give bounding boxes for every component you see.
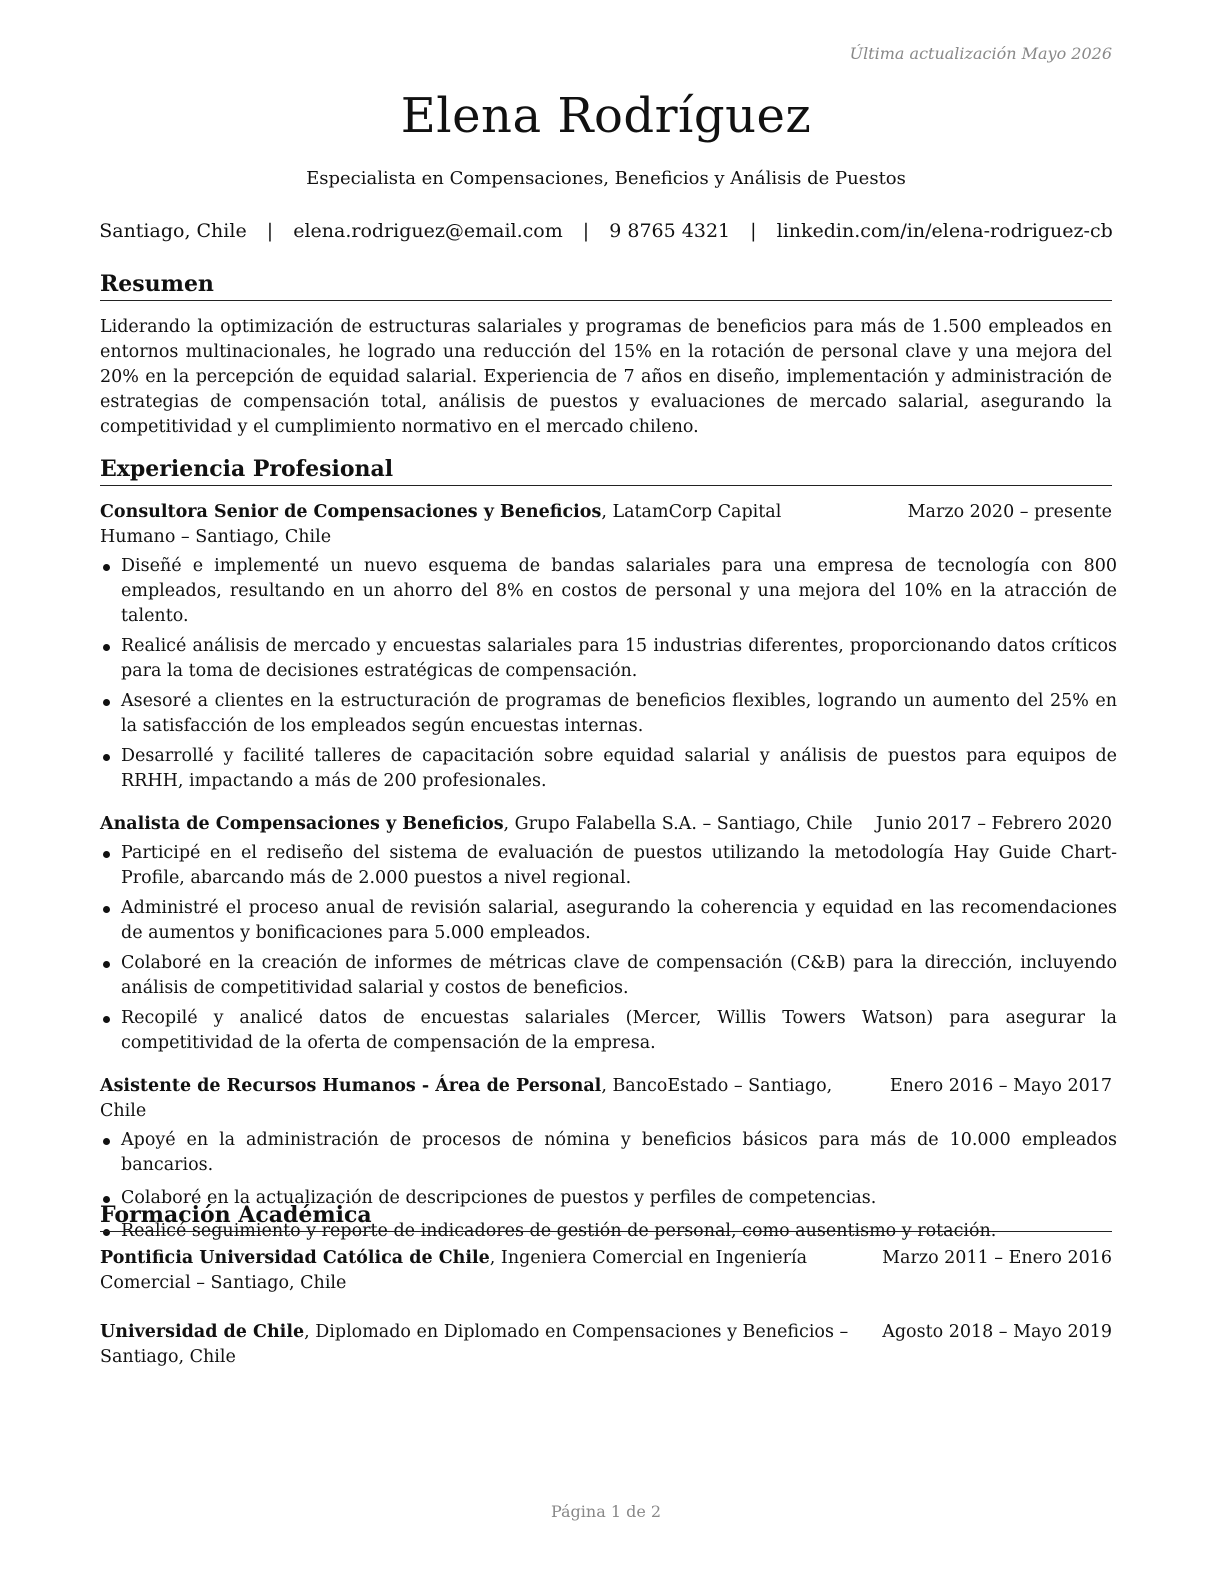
education-heading: Formación Académica bbox=[100, 1201, 1112, 1232]
bullet-icon bbox=[103, 1138, 110, 1145]
summary-heading: Resumen bbox=[100, 270, 1112, 301]
last-updated: Última actualización Mayo 2026 bbox=[849, 44, 1112, 63]
list-item bbox=[100, 554, 1117, 629]
professional-title: Especialista en Compensaciones, Beneficios y Análisis de Puestos bbox=[306, 168, 906, 189]
contact-phone: 9 8765 4321 bbox=[609, 220, 731, 242]
job-role: Asistente de Recursos Humanos - Área de Personal bbox=[100, 1076, 602, 1096]
education-dates: Agosto 2018 – Mayo 2019 bbox=[882, 1322, 1112, 1342]
contact-separator: | bbox=[750, 220, 757, 242]
bullet-icon bbox=[103, 564, 110, 571]
summary-text: Liderando la optimización de estructuras salariales y programas de beneficios para más de 1.500 empleados en entornos multinacionales, he logrado una reducción del 15% en la rotación de personal clave y una mejora del 20% en la percepción de equidad salarial. Experiencia de 7 años en diseño, implementación y administración de estrategias de compensación total, análisis de puestos y evaluaciones de mercado salarial, asegurando la competitividad y el cumplimiento normativo en el mercado chileno. bbox=[100, 317, 1112, 437]
list-item bbox=[100, 1128, 1117, 1178]
education-header bbox=[100, 1246, 1112, 1296]
list-item bbox=[100, 744, 1117, 794]
contact-separator: | bbox=[266, 220, 274, 242]
contact-email[interactable]: elena.rodriguez@email.com bbox=[293, 220, 563, 242]
job-org: , LatamCorp Capital Humano – Santiago, Chile bbox=[100, 502, 782, 547]
bullet-icon bbox=[103, 754, 110, 761]
bullet-icon bbox=[103, 961, 110, 968]
bullet-icon bbox=[103, 851, 110, 858]
job-entry bbox=[100, 500, 1117, 794]
bullet-icon bbox=[103, 699, 110, 706]
job-dates: Marzo 2020 – presente bbox=[907, 502, 1112, 522]
bullet-text: Colaboré en la creación de informes de métricas clave de compensación (C&B) para la dirección, incluyendo análisis de competitividad salarial y costos de beneficios. bbox=[121, 953, 1117, 998]
bullet-text: Administré el proceso anual de revisión salarial, asegurando la coherencia y equidad en las recomendaciones de aumentos y bonificaciones para 5.000 empleados. bbox=[121, 898, 1117, 943]
list-item bbox=[100, 841, 1117, 891]
list-item bbox=[100, 1006, 1117, 1056]
education-header bbox=[100, 1320, 1112, 1370]
bullet-text: Participé en el rediseño del sistema de evaluación de puestos utilizando la metodología Hay Guide Chart-Profile, abarcando más de 2.000 puestos a nivel regional. bbox=[121, 843, 1117, 888]
summary-section bbox=[100, 270, 1112, 440]
bullet-icon bbox=[103, 1016, 110, 1023]
education-dates: Marzo 2011 – Enero 2016 bbox=[882, 1248, 1112, 1268]
contact-location: Santiago, Chile bbox=[99, 220, 247, 242]
education-detail: , Diplomado en Diplomado en Compensaciones y Beneficios – Santiago, Chile bbox=[100, 1322, 849, 1367]
bullet-text: Realicé seguimiento y reporte de indicadores de gestión de personal, como ausentismo y rotación. bbox=[121, 1221, 997, 1241]
bullet-text: Colaboré en la actualización de descripciones de puestos y perfiles de competencias. bbox=[121, 1188, 877, 1208]
contact-line bbox=[0, 220, 1212, 242]
job-header bbox=[100, 1074, 1112, 1124]
education-school: Pontificia Universidad Católica de Chile bbox=[100, 1248, 490, 1268]
bullet-text: Apoyé en la administración de procesos de nómina y beneficios básicos para más de 10.000 empleados bancarios. bbox=[121, 1130, 1117, 1175]
experience-section bbox=[100, 455, 1117, 1252]
education-detail: , Ingeniera Comercial en Ingeniería Comercial – Santiago, Chile bbox=[100, 1248, 808, 1293]
education-section bbox=[100, 1201, 1112, 1370]
contact-separator: | bbox=[582, 220, 590, 242]
bullet-text: Asesoré a clientes en la estructuración de programas de beneficios flexibles, logrando un aumento del 25% en la satisfacción de los empleados según encuestas internas. bbox=[121, 691, 1117, 736]
bullet-text: Realicé análisis de mercado y encuestas salariales para 15 industrias diferentes, proporcionando datos críticos para la toma de decisiones estratégicas de compensación. bbox=[121, 636, 1117, 681]
experience-heading: Experiencia Profesional bbox=[100, 455, 1112, 486]
job-header bbox=[100, 812, 1112, 837]
job-dates: Enero 2016 – Mayo 2017 bbox=[889, 1076, 1112, 1096]
candidate-name: Elena Rodríguez bbox=[400, 88, 812, 144]
list-item bbox=[100, 896, 1117, 946]
education-entry bbox=[100, 1246, 1112, 1296]
list-item bbox=[100, 689, 1117, 739]
job-header bbox=[100, 500, 1112, 550]
bullet-icon bbox=[103, 644, 110, 651]
job-dates: Junio 2017 – Febrero 2020 bbox=[875, 814, 1112, 834]
page-number: Página 1 de 2 bbox=[550, 1502, 662, 1521]
job-org: , BancoEstado – Santiago, Chile bbox=[100, 1076, 833, 1121]
job-bullets bbox=[100, 554, 1117, 794]
job-org: , Grupo Falabella S.A. – Santiago, Chile bbox=[503, 814, 853, 834]
bullet-icon bbox=[103, 906, 110, 913]
education-entry bbox=[100, 1320, 1112, 1370]
job-entry bbox=[100, 812, 1117, 1056]
contact-linkedin[interactable]: linkedin.com/in/elena-rodriguez-cb bbox=[776, 220, 1113, 242]
job-role: Consultora Senior de Compensaciones y Beneficios bbox=[100, 502, 602, 522]
list-item bbox=[100, 951, 1117, 1001]
job-role: Analista de Compensaciones y Beneficios bbox=[100, 814, 504, 834]
bullet-text: Diseñé e implementé un nuevo esquema de bandas salariales para una empresa de tecnología con 800 empleados, resultando en un ahorro del 8% en costos de personal y una mejora del 10% en la atracción de talento. bbox=[121, 556, 1117, 626]
list-item bbox=[100, 634, 1117, 684]
education-school: Universidad de Chile bbox=[100, 1322, 305, 1342]
job-bullets bbox=[100, 841, 1117, 1056]
bullet-text: Desarrollé y facilité talleres de capacitación sobre equidad salarial y análisis de puestos para equipos de RRHH, impactando a más de 200 profesionales. bbox=[121, 746, 1117, 791]
bullet-text: Recopilé y analicé datos de encuestas salariales (Mercer, Willis Towers Watson) para asegurar la competitividad de la oferta de compensación de la empresa. bbox=[121, 1008, 1117, 1053]
